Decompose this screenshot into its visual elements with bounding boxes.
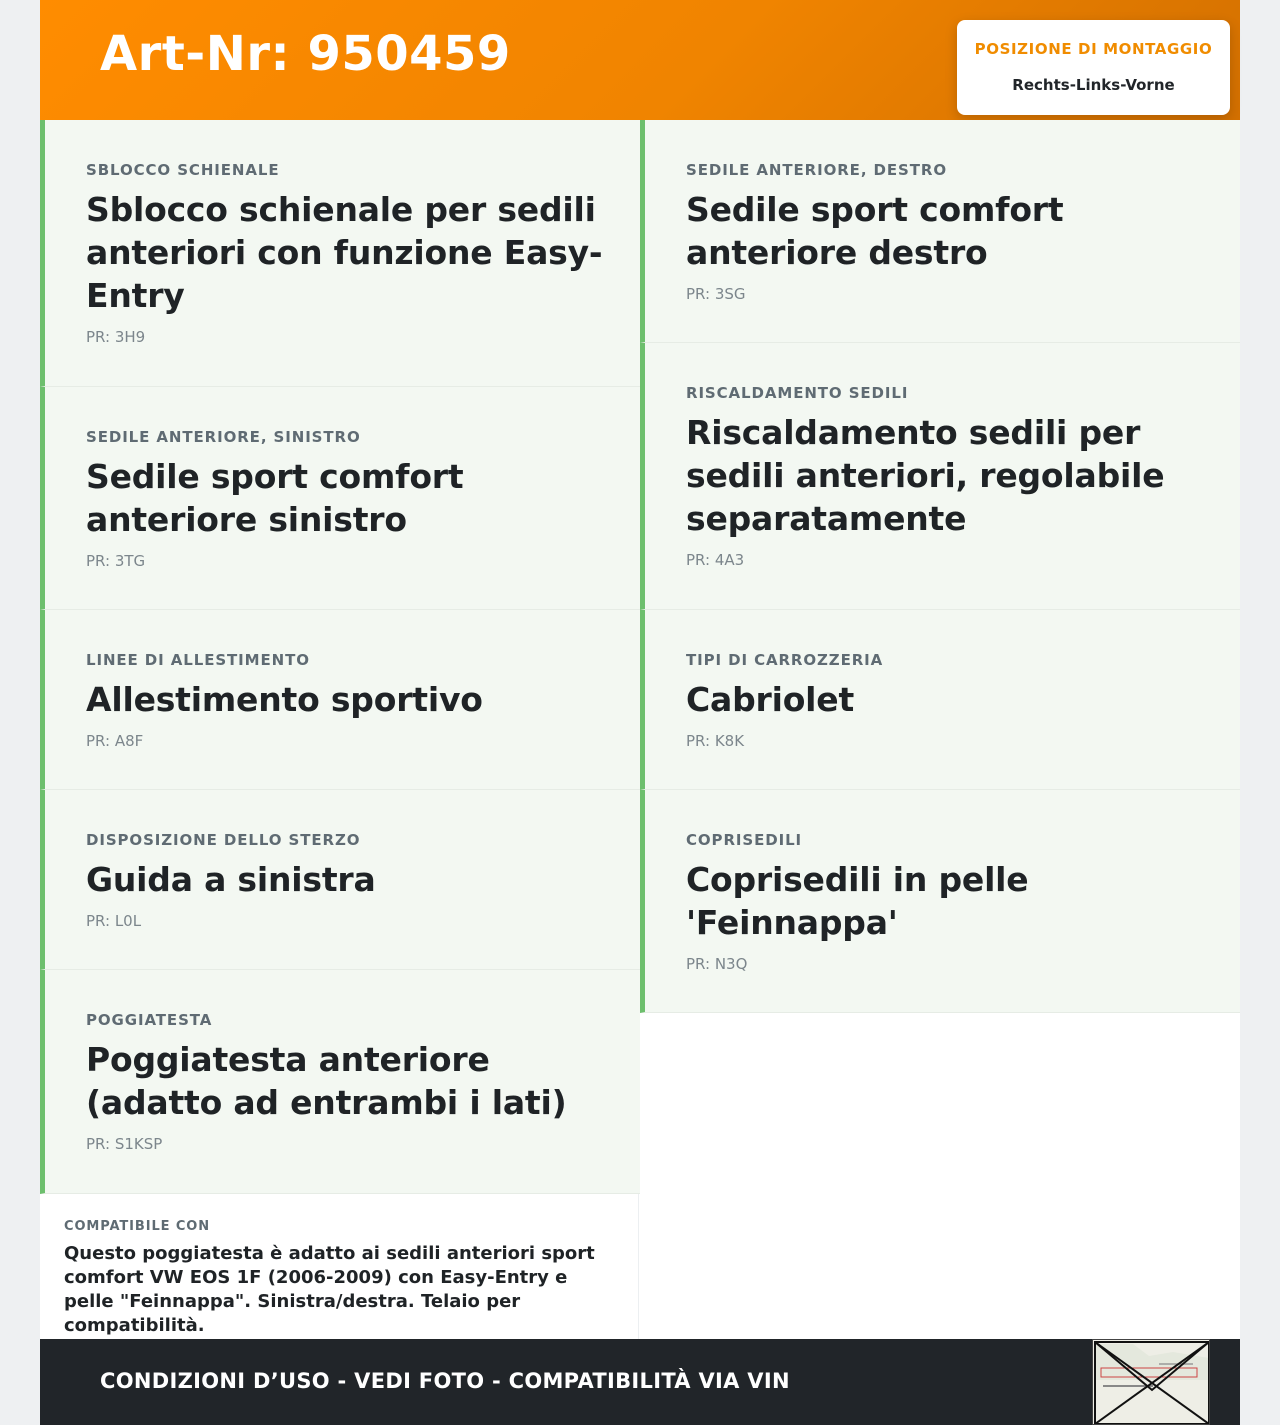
spec-card-title: Sblocco schienale per sedili anteriori con funzione Easy-Entry	[86, 190, 603, 315]
spec-card-pr-code: PR: N3Q	[686, 955, 748, 973]
footer-bar	[40, 1339, 1240, 1425]
spec-card-seat-heating	[640, 343, 1240, 610]
article-number: Art-Nr: 950459	[100, 26, 511, 82]
spec-card-title: Allestimento sportivo	[86, 680, 483, 719]
spec-card-pr-code: PR: 3SG	[686, 285, 746, 303]
spec-card-pr-code: PR: L0L	[86, 912, 142, 930]
product-sheet	[40, 0, 1240, 1425]
spec-card-title: Riscaldamento sedili per sedili anteriori, regolabile separatamente	[686, 413, 1165, 538]
spec-card-pr-code: PR: 3H9	[86, 328, 146, 346]
spec-card-title: Guida a sinistra	[86, 860, 376, 899]
spec-card-pr-code: PR: S1KSP	[86, 1135, 163, 1153]
spec-card-body-type	[640, 610, 1240, 790]
spec-card-label: RISCALDAMENTO SEDILI	[686, 384, 909, 402]
spec-card-title: Sedile sport comfort anteriore sinistro	[86, 457, 464, 539]
spec-card-trim-lines	[40, 610, 640, 790]
crossed-envelope-icon	[1093, 1340, 1210, 1425]
spec-card-label: SEDILE ANTERIORE, DESTRO	[686, 161, 947, 179]
header-bar	[40, 0, 1240, 120]
spec-card-pr-code: PR: 3TG	[86, 552, 146, 570]
footer-terms-link[interactable]: CONDIZIONI D’USO - VEDI FOTO - COMPATIBILITÀ VIA VIN	[100, 1369, 790, 1393]
spec-card-label: SEDILE ANTERIORE, SINISTRO	[86, 428, 361, 446]
spec-card-front-seat-right	[640, 120, 1240, 343]
spec-card-label: SBLOCCO SCHIENALE	[86, 161, 280, 179]
spec-card-pr-code: PR: K8K	[686, 732, 745, 750]
spec-card-backrest-release	[40, 120, 640, 387]
spec-card-pr-code: PR: A8F	[86, 732, 144, 750]
spec-card-headrest	[40, 970, 640, 1194]
spec-card-title: Cabriolet	[686, 680, 855, 719]
compatibility-section	[40, 1194, 639, 1339]
spec-card-front-seat-left	[40, 387, 640, 610]
document-photo-thumbnail[interactable]	[1092, 1339, 1210, 1425]
spec-card-label: TIPI DI CARROZZERIA	[686, 651, 884, 669]
compatibility-text: Questo poggiatesta è adatto ai sedili anteriori sport comfort VW EOS 1F (2006-2009) con Easy-Entry e pelle "Feinnappa". Sinistra/destra. Telaio per compatibilità.	[64, 1243, 595, 1336]
mounting-position-value: Rechts-Links-Vorne	[1012, 76, 1175, 94]
spec-card-label: DISPOSIZIONE DELLO STERZO	[86, 831, 361, 849]
spec-card-seat-covers	[640, 790, 1240, 1013]
spec-card-label: COPRISEDILI	[686, 831, 803, 849]
mounting-position-title: POSIZIONE DI MONTAGGIO	[974, 40, 1213, 58]
spec-card-title: Sedile sport comfort anteriore destro	[686, 190, 1064, 272]
spec-card-label: POGGIATESTA	[86, 1011, 213, 1029]
spec-card-title: Coprisedili in pelle 'Feinnappa'	[686, 860, 1029, 942]
spec-card-title: Poggiatesta anteriore (adatto ad entrambi i lati)	[86, 1040, 567, 1122]
mounting-position-box	[957, 20, 1230, 115]
spec-card-label: LINEE DI ALLESTIMENTO	[86, 651, 310, 669]
spec-card-steering	[40, 790, 640, 970]
spec-card-pr-code: PR: 4A3	[686, 551, 745, 569]
compatibility-label: COMPATIBILE CON	[64, 1219, 211, 1234]
